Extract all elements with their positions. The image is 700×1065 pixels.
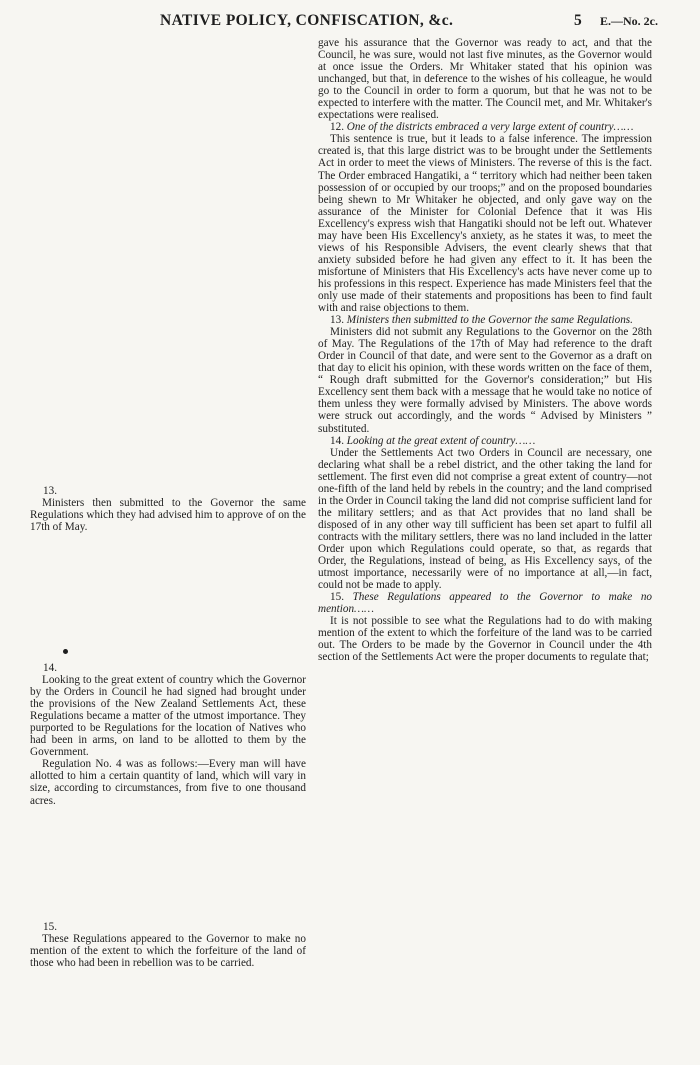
note-13-text: Ministers did not submit any Regulations to the Governor on the 28th of May. The Regulations of the 17th of May had reference to the draft Order in Council of that date, and were sent to the Governor as a draft on that day to elicit his opinion, with these words written on the face of them, “ Rough draft submitted for the Governor's consideration;” but His Excellency sent them back with a message that he would take no notice of them unless they were formally advised by Ministers. The above words were struck out accordingly, and the words “ Advised by Ministers ” substituted. xyxy=(318,326,652,435)
note-14-text: Under the Settlements Act two Orders in Council are necessary, one declaring what shall be a rebel district, and the other taking the land for settlement. The first even did not comprise a great extent of country—not one-fifth of the land held by rebels in the country; and the land comprised in the Order in Council taking the land did not comprise sufficient land for the military settlers; and as that Act provides that no land shall be disposed of in any other way till sufficient has been set apart to fulfil all contracts with the military settlers, there was no land included in the latter Order upon which Regulations could operate, so that, as regards that Order, the Regulations, instead of being, as His Excellency says, of the utmost importance, necessarily were of no importance at all,—in fact, could not be made to apply. xyxy=(318,446,652,592)
note-13-heading xyxy=(318,314,652,326)
bullet-mark xyxy=(63,649,68,654)
page-number: 5 xyxy=(574,12,582,29)
note-15-text: It is not possible to see what the Regulations had to do with making mention of the extent to which the forfeiture of the land was to be carried out. The Orders to be made by the Governor in Council under the 4th section of the Settlements Act were the proper documents to regulate that; xyxy=(318,615,652,664)
left-section-13 xyxy=(30,485,306,533)
left-section-15 xyxy=(30,921,306,969)
document-reference: E.—No. 2c. xyxy=(600,14,658,28)
note-12-text: This sentence is true, but it leads to a false inference. The impression created is, that this large district was to be brought under the Settlements Act in order to meet the views of Ministers. The reverse of this is the fact. The Order embraced Hangatiki, a “ territory which had neither been taken possession of or occupied by our troops;” and on the proposed boundaries being shewn to Mr Whitaker he objected, and only gave way on the assurance of the Minister for Colonial Defence that it was His Excellency's express wish that Hangatiki should not be left out. Whatever may have been His Excellency's anxiety, as he states it was, to meet the views of his Responsible Advisers, the event clearly shews that that anxiety subsided before he had given any effect to it. It has been the misfortune of Ministers that His Excellency's acts have never come up to his professions in this respect. Experience has made Ministers feel that the only use made of their statements and propositions has been to find fault with and raise objections to them. xyxy=(318,133,652,315)
note-13-quote: Ministers then submitted to the Governor the same Regulations. xyxy=(346,314,633,327)
note-12-number: 12. xyxy=(330,121,347,134)
note-15-heading xyxy=(318,591,652,615)
note-12-heading xyxy=(318,121,652,133)
left-section-14-number: 14. xyxy=(43,662,57,674)
left-section-14-paragraph-1: Looking to the great extent of country which the Governor by the Orders in Council he had signed had brought under the provisions of the New Zealand Settlements Act, these Regulations became a matter of the utmost importance. They purported to be Regulations for the location of Natives who had been in arms, on land to be allotted to them by the Government. xyxy=(30,674,306,759)
note-14-quote: Looking at the great extent of country…… xyxy=(346,434,536,447)
right-column xyxy=(318,37,652,663)
note-14-heading xyxy=(318,435,652,447)
left-section-14 xyxy=(30,662,306,807)
note-14-number: 14. xyxy=(330,434,347,447)
left-section-15-number: 15. xyxy=(43,921,57,933)
note-15-quote: These Regulations appeared to the Governor to make no mention…… xyxy=(318,591,653,616)
running-title: NATIVE POLICY, CONFISCATION, &c. xyxy=(160,12,454,29)
note-13-number: 13. xyxy=(330,314,347,327)
left-section-13-number: 13. xyxy=(43,485,57,497)
page-header xyxy=(0,12,700,34)
left-section-15-text: These Regulations appeared to the Governor to make no mention of the extent to which the forfeiture of the land of those who had been in rebellion was to be carried. xyxy=(30,933,306,970)
note-12-quote: One of the districts embraced a very large extent of country…… xyxy=(346,121,634,134)
continued-paragraph: gave his assurance that the Governor was ready to act, and that the Council, he was sure, would not last five minutes, as the Governor would at once issue the Orders. Mr Whitaker stated that his opinion was unchanged, but that, in deference to the wishes of his colleague, he would go to the Council in order to form a quorum, but that he was not to be expected to interfere with the matter. The Council met, and Mr. Whitaker's expectations were realised. xyxy=(318,37,652,122)
left-section-14-paragraph-2: Regulation No. 4 was as follows:—Every man will have allotted to him a certain quantity of land, which will vary in size, according to circumstances, from five to one thousand acres. xyxy=(30,758,306,807)
note-15-number: 15. xyxy=(330,591,353,604)
left-section-13-text: Ministers then submitted to the Governor the same Regulations which they had advised him to approve of on the 17th of May. xyxy=(30,497,306,534)
